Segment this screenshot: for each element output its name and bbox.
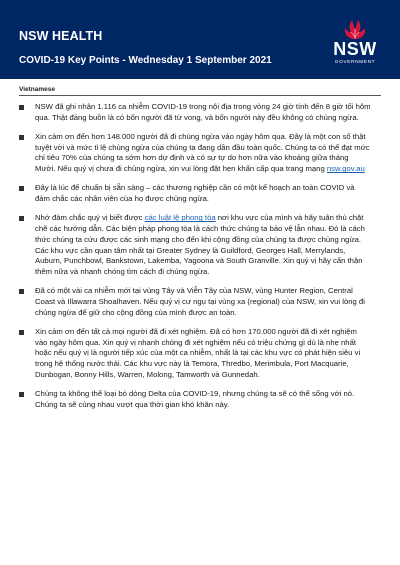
logo-caption: GOVERNMENT [334, 60, 376, 65]
key-points-list [19, 102, 371, 419]
key-point-text: Đây là lúc để chuẩn bị sẵn sàng – các thương nghiệp cần có một kế hoạch an toàn COVID và đảm chắc các nhân viên của họ được chủng ngừa. [35, 183, 355, 204]
divider [19, 95, 381, 96]
bullet-icon [19, 135, 24, 140]
bullet-icon [19, 216, 24, 221]
key-point [19, 213, 371, 277]
key-point [19, 183, 371, 204]
logo-wordmark: NSW [333, 39, 377, 59]
lockdown-rules-link[interactable]: các luật lệ phong tỏa [144, 213, 216, 223]
key-point-text: Đã có một vài ca nhiễm mới tại vùng Tây và Viễn Tây của NSW, vùng Hunter Region, Central Coast và Illawarra Shoalhaven. Nếu quý vị cư ngụ tại vùng xa (regional) của NSW, xin vui lòng đi chủng ngừa để giữ cho cộng đồng của mình được an toàn. [35, 286, 365, 317]
key-point-text: Chúng ta không thể loại bỏ dòng Delta của COVID-19, nhưng chúng ta sẽ có thể sống với nó. Chúng ta sẽ cùng nhau vượt qua thời gian khó khăn này. [35, 389, 355, 409]
bullet-icon [19, 105, 24, 110]
waratah-icon [339, 18, 371, 40]
bullet-icon [19, 330, 24, 335]
key-point [19, 389, 371, 410]
header-banner [0, 0, 400, 79]
bullet-icon [19, 289, 24, 294]
nsw-government-logo [327, 18, 383, 73]
key-point-text-after: nơi khu vực của mình và hãy tuân thủ chặt chẽ các hướng dẫn. Các biện pháp phong tỏa là cách thức chúng ta bảo vệ lẫn nhau. Đó là cách thức chúng ta cứu được các sinh mạng cho đến khi cộng đồng của chúng ta được chủng ngừa. Các khu vực cần quan tâm nhất tại Greater Sydney là Guildford, Georges Hall, Merrylands, Auburn, Punchbowl, Bankstown, Lakemba, Yagoona và South Granville. Xin quý vị hãy cẩn thận thêm nữa và nhanh chóng tìm cách đi chủng ngừa. [35, 213, 365, 276]
key-point-text: NSW đã ghi nhận 1.116 ca nhiễm COVID-19 trong nội địa trong vòng 24 giờ tính đến 8 giờ tối hôm qua. Thật đáng buồn là có bốn người đã tử vong, và bốn người này đều không có chủng ngừa. [35, 102, 371, 122]
key-point [19, 286, 371, 318]
language-label: Vietnamese [19, 86, 56, 93]
key-point-text: Xin cảm ơn đến tất cả mọi người đã đi xét nghiệm. Đã có hơn 170.000 người đã đi xét nghiệm vào ngày hôm qua. Xin quý vị nhanh chóng đi xét nghiệm nếu có triệu chứng gì dù là nhẹ nhất hoặc nếu quý vị là người tiếp xúc của một ca nhiễm, nhất là tại các khu vực có phát hiện siêu vi trong hệ thống nước thải. Các khu vực này là Temora, Thredbo, Merimbula, Port Macquarie, Dunbogan, Bonny Hills, Warren, Molong, Tamworth và Gunnedah. [35, 326, 361, 379]
key-point [19, 102, 371, 123]
page-subtitle: COVID-19 Key Points - Wednesday 1 September 2021 [19, 55, 272, 66]
key-point [19, 327, 371, 381]
nsw-gov-link[interactable]: nsw.gov.au [326, 164, 365, 174]
key-point [19, 132, 371, 175]
key-point-text: Xin cảm ơn đến hơn 148.000 người đã đi chủng ngừa vào ngày hôm qua. Đây là một con số thật tuyệt vời và mức tỉ lệ chủng ngừa của chúng ta đang dần đầu toàn quốc. Chúng ta có thể đạt mức chỉ tiêu 70% của chúng ta sớm hơn dự định và có sự tự do hơn nữa vào khoảng giữa tháng Mười. Nếu quý vị chưa đi chủng ngừa, xin vui lòng đặt hẹn khẩn cấp qua trang mạng [35, 132, 370, 174]
key-point-text: Nhớ đảm chắc quý vị biết được [35, 213, 145, 223]
bullet-icon [19, 392, 24, 397]
page-title: NSW HEALTH [19, 29, 103, 43]
bullet-icon [19, 186, 24, 191]
